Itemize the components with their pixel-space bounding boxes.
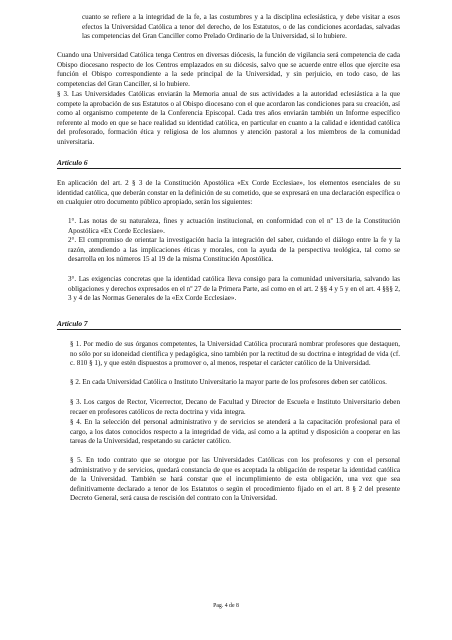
- article7-section-4: § 4. En la selección del personal administrativo y de servicios se atenderá a la capacitación profesional para el cargo, a los datos conocidos respecto a la integridad de vida, así como a la aptitud y disposición a cooperar en las tareas de la Universidad, respetando su carácter católico.: [70, 418, 400, 446]
- article5-continuation-paragraph: cuanto se refiere a la integridad de la fe, a las costumbres y a la disciplina eclesiástica, y debe visitar a esos efectos la Universidad Católica a tenor del derecho, de los Estatutos, o de las condiciones acordadas, salvadas las competencias del Gran Canciller como Prelado Ordinario de la Universidad, si lo hubiere.: [82, 13, 400, 41]
- article6-item-1: 1°. Las notas de su naturaleza, fines y actuación institucional, en conformidad con el nº 13 de la Constitución Apostólica «Ex Corde Ecclesiae».: [68, 217, 400, 235]
- article6-heading: Artículo 6: [57, 158, 401, 169]
- article7-section-1: § 1. Por medio de sus órganos competentes, la Universidad Católica procurará nombrar profesores que destaquen, no sólo por su idoneidad científica y pedagógica, sino también por la rectitud de su doctrina e integridad de vida (cf. c. 810 § 1), y que estén dispuestos a promover o, al menos, respetar el carácter católico de la Universidad.: [70, 340, 400, 368]
- article7-section-3: § 3. Los cargos de Rector, Vicerrector, Decano de Facultad y Director de Escuela e Instituto Universitario deben recaer en profesores católicos de recta doctrina y vida íntegra.: [70, 398, 400, 416]
- article6-item-2: 2°. El compromiso de orientar la investigación hacia la integración del saber, cuidando el diálogo entre la fe y la razón, atendiendo a las implicaciones éticas y morales, con la ayuda de la perspectiva teológica, tal como se desarrolla en los números 15 al 19 de la misma Constitución Apostólica.: [68, 236, 400, 264]
- article6-item-3: 3°. Las exigencias concretas que la identidad católica lleva consigo para la comunidad universitaria, salvando las obligaciones y derechos expresados en el nº 27 de la Primera Parte, así como en el art. 2 §§ 4 y 5 y en el art. 4 §§§ 2, 3 y 4 de las Normas Generales de la «Ex Corde Ecclesiae».: [68, 275, 400, 303]
- article5-section-3: § 3. Las Universidades Católicas enviarán la Memoria anual de sus actividades a la autoridad eclesiástica a la que compete la aprobación de sus Estatutos o al Obispo diocesano con el que acordaron las condiciones para su creación, así como al organismo competente de la Conferencia Episcopal. Cada tres años enviarán también un Informe específico referente al modo en que se hace realidad su identidad católica, en particular en cuanto a la calidad e identidad católica del profesorado, formación ética y religiosa de los alumnos y atención pastoral a los miembros de la comunidad universitaria.: [57, 90, 400, 146]
- article7-section-2: § 2. En cada Universidad Católica o Instituto Universitario la mayor parte de los profesores deben ser católicos.: [70, 378, 387, 386]
- page-footer: Pag. 4 de 8: [213, 603, 239, 609]
- article7-heading: Artículo 7: [57, 319, 401, 330]
- article7-section-5: § 5. En todo contrato que se otorgue por las Universidades Católicas con los profesores y con el personal administrativo y de servicios, quedará constancia de que es aceptada la obligación de respetar la identidad católica de la Universidad. También se hará constar que el incumplimiento de esta obligación, una vez que sea definitivamente declarado a tenor de los Estatutos o según el procedimiento fijado en el art. 8 § 2 del presente Decreto General, será causa de rescisión del contrato con la Universidad.: [70, 456, 400, 503]
- article5-multi-diocese-paragraph: Cuando una Universidad Católica tenga Centros en diversas diócesis, la función de vigilancia será competencia de cada Obispo diocesano respecto de los Centros emplazados en su diócesis, salvo que se acuerde entre ellos que ejercite esa función el Obispo correspondiente a la sede principal de la Universidad, y sin perjuicio, en todo caso, de las competencias del Gran Canciller, si lo hubiere.: [57, 51, 400, 88]
- article6-intro-paragraph: En aplicación del art. 2 § 3 de la Constitución Apostólica «Ex Corde Ecclesiae», los elementos esenciales de su identidad católica, que deberán constar en la definición de su cometido, que se expresará en una declaración específica o en cualquier otro documento público apropiado, serán los siguientes:: [57, 179, 400, 207]
